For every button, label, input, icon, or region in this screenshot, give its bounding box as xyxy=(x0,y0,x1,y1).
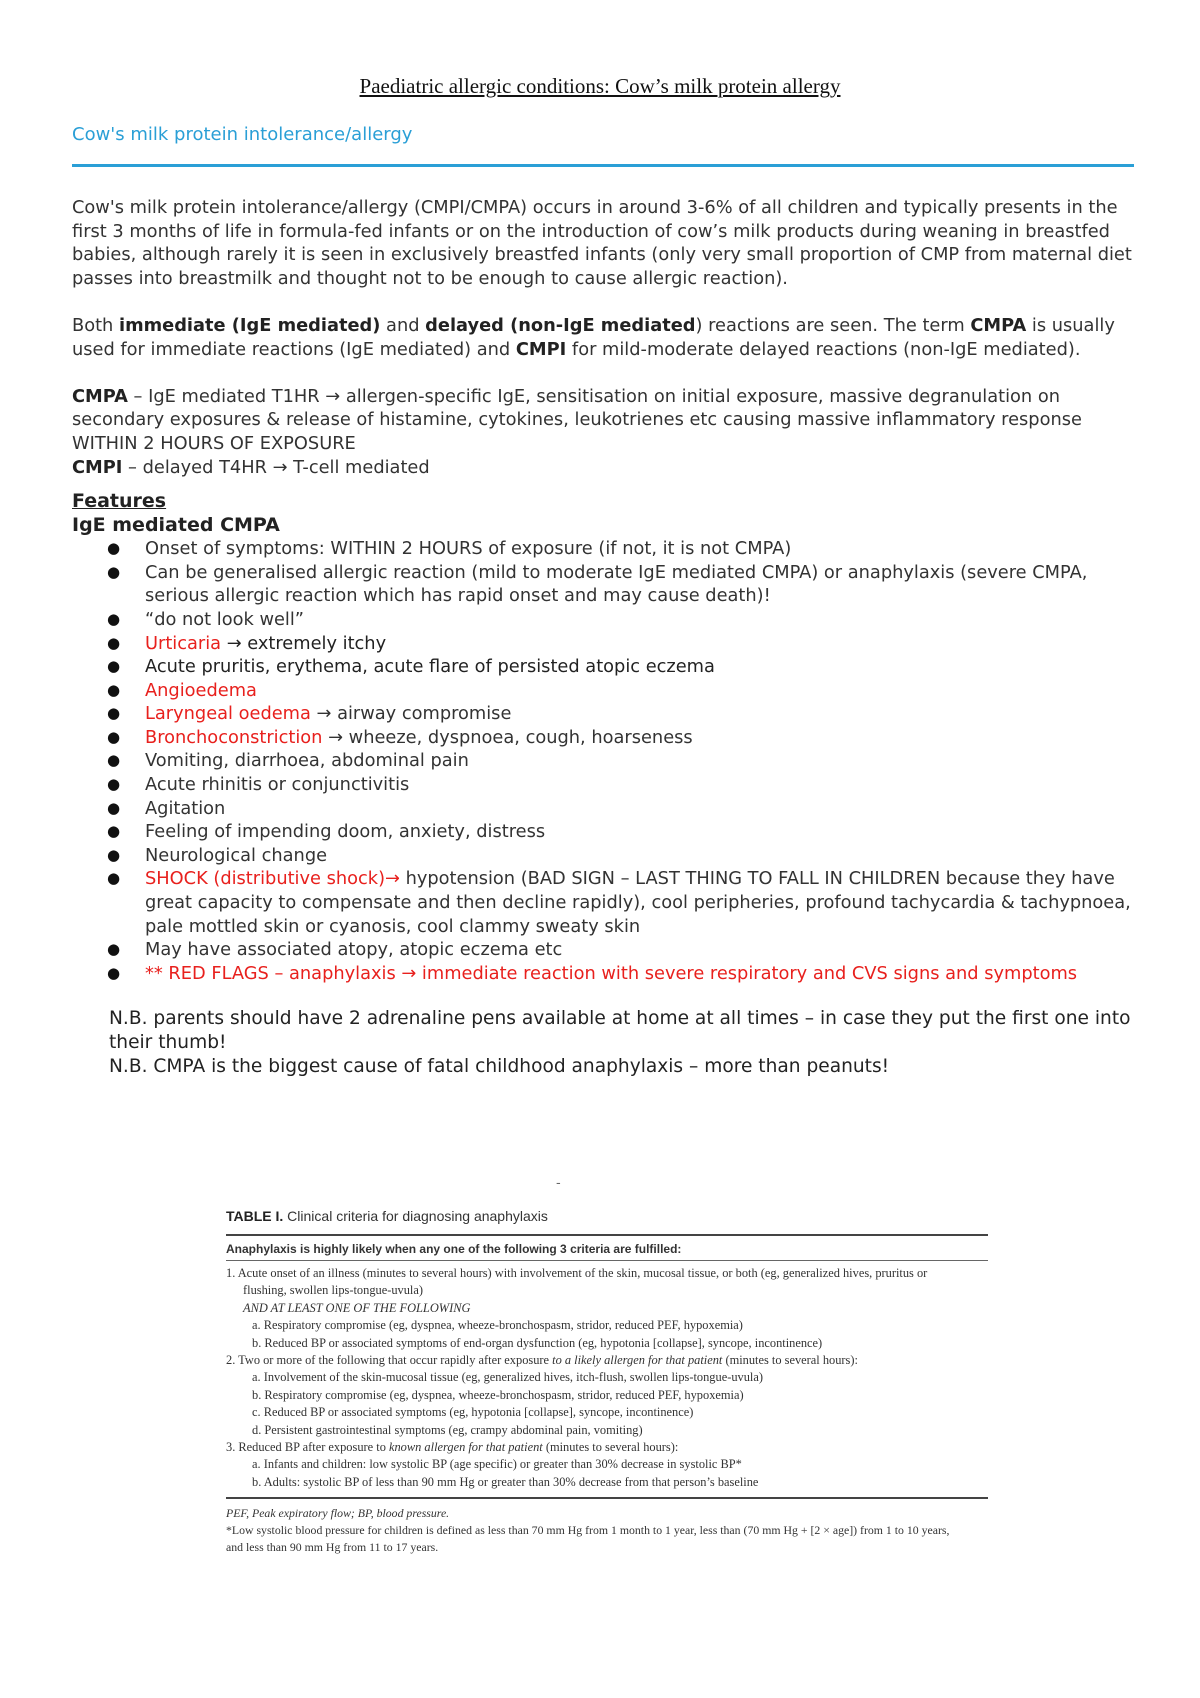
item-text: “do not look well” xyxy=(145,608,305,630)
bullet-icon: ● xyxy=(107,822,121,841)
bullet-icon: ● xyxy=(107,562,121,581)
item-text: Can be generalised allergic reaction (mild to moderate IgE mediated CMPA) or anaphylaxis (severe CMPA, serious allergic reaction which has rapid onset and may cause death)! xyxy=(145,561,1088,607)
list-item xyxy=(107,655,1142,679)
text-run: Both xyxy=(72,314,119,336)
table-header: Anaphylaxis is highly likely when any one of the following 3 criteria are fulfilled: xyxy=(226,1242,682,1256)
features-subheading: IgE mediated CMPA xyxy=(72,514,280,537)
document-body xyxy=(72,196,1142,1079)
footnote-abbreviations: PEF, Peak expiratory flow; BP, blood pressure. xyxy=(226,1506,450,1521)
immediate-term: immediate (IgE mediated) xyxy=(118,314,381,336)
item-text: Acute rhinitis or conjunctivitis xyxy=(145,774,410,796)
criterion-2-b: b. Respiratory compromise (eg, dyspnea, wheeze-bronchospasm, stridor, reduced PEF, hypoxemia) xyxy=(252,1387,744,1402)
table-title xyxy=(226,1208,988,1224)
bullet-icon: ● xyxy=(107,869,121,888)
list-item xyxy=(107,726,1142,750)
list-item xyxy=(107,844,1142,868)
text-run: and xyxy=(380,314,426,336)
list-item xyxy=(107,962,1142,986)
separator-dash: - xyxy=(556,1176,561,1191)
features-heading: Features xyxy=(72,490,167,513)
list-item xyxy=(107,867,1142,938)
table-footnotes xyxy=(226,1499,988,1556)
criterion-3 xyxy=(226,1439,988,1456)
item-text: Feeling of impending doom, anxiety, distress xyxy=(145,821,546,843)
footnote-low-bp: *Low systolic blood pressure for children is defined as less than 70 mm Hg from 1 month to 1 year, less than (70 mm Hg + [2 × age]) from 1 to 10 years, xyxy=(226,1523,950,1538)
text-run: (minutes to several hours): xyxy=(722,1353,858,1368)
bullet-icon: ● xyxy=(107,680,121,699)
list-item xyxy=(107,608,1142,632)
criterion-1-b: b. Reduced BP or associated symptoms of end-organ dysfunction (eg, hypotonia [collapse], syncope, incontinence) xyxy=(252,1335,823,1350)
list-item xyxy=(107,797,1142,821)
bullet-icon: ● xyxy=(107,633,121,652)
bullet-icon: ● xyxy=(107,940,121,959)
item-highlight: Urticaria xyxy=(145,632,222,654)
bullet-icon: ● xyxy=(107,845,121,864)
note-adrenaline: N.B. parents should have 2 adrenaline pens available at home at all times – in case they put the first one into their thumb! xyxy=(109,1008,1131,1054)
list-item xyxy=(107,938,1142,962)
cmpa-term: CMPA xyxy=(970,314,1027,336)
table-title-text: Clinical criteria for diagnosing anaphylaxis xyxy=(283,1208,548,1224)
item-highlight: Angioedema xyxy=(145,679,257,701)
delayed-term: delayed (non-IgE mediated xyxy=(425,314,696,336)
features-list xyxy=(72,537,1142,985)
table-title-label: TABLE I. xyxy=(226,1208,284,1224)
text-run: ) reactions are seen. The term xyxy=(695,314,971,336)
list-item xyxy=(107,820,1142,844)
list-item xyxy=(107,749,1142,773)
item-highlight: ** RED FLAGS – anaphylaxis → immediate reaction with severe respiratory and CVS signs and symptoms xyxy=(145,962,1078,984)
bullet-icon: ● xyxy=(107,539,121,558)
section-heading: Cow's milk protein intolerance/allergy xyxy=(72,124,413,145)
text-run: is usually used for immediate reactions (IgE mediated) and xyxy=(72,314,1115,360)
table-body xyxy=(226,1261,988,1491)
section-divider xyxy=(72,164,1134,167)
list-item xyxy=(107,632,1142,656)
criterion-1-a: a. Respiratory compromise (eg, dyspnea, wheeze-bronchospasm, stridor, reduced PEF, hypoxemia) xyxy=(252,1318,743,1333)
item-text: → extremely itchy xyxy=(221,632,387,654)
text-run: (minutes to several hours): xyxy=(542,1440,679,1455)
item-text: Agitation xyxy=(145,797,226,819)
bullet-icon: ● xyxy=(107,751,121,770)
item-highlight: SHOCK (distributive shock)→ xyxy=(145,868,400,890)
cmpi-definition xyxy=(72,456,1142,480)
cmpa-text: – IgE mediated T1HR → allergen-specific IgE, sensitisation on initial exposure, massive degranulation on secondary exposures & release of histamine, cytokines, leukotrienes etc causing massive inflammatory response WITHIN 2 HOURS OF EXPOSURE xyxy=(72,385,1082,454)
bullet-icon: ● xyxy=(107,963,121,982)
cmpi-label: CMPI xyxy=(72,456,123,478)
item-text: → wheeze, dyspnoea, cough, hoarseness xyxy=(322,726,693,748)
item-text: Acute pruritis, erythema, acute flare of persisted atopic eczema xyxy=(145,656,715,678)
list-item xyxy=(107,773,1142,797)
list-item xyxy=(107,561,1142,608)
bullet-icon: ● xyxy=(107,798,121,817)
document-title: Paediatric allergic conditions: Cow’s milk protein allergy xyxy=(359,74,841,98)
criterion-2-italic: to a likely allergen for that patient xyxy=(552,1353,723,1368)
reaction-types-paragraph xyxy=(72,314,1142,361)
note-fatal-anaphylaxis: N.B. CMPA is the biggest cause of fatal childhood anaphylaxis – more than peanuts! xyxy=(109,1056,890,1078)
criterion-1-continued: flushing, swollen lips-tongue-uvula) xyxy=(243,1283,423,1298)
criterion-2-a: a. Involvement of the skin-mucosal tissue (eg, generalized hives, itch-flush, swollen lips-tongue-uvula) xyxy=(252,1370,763,1385)
criterion-3-b: b. Adults: systolic BP of less than 90 mm Hg or greater than 30% decrease from that person’s baseline xyxy=(252,1474,759,1489)
item-text: Vomiting, diarrhoea, abdominal pain xyxy=(145,750,469,772)
item-text: → airway compromise xyxy=(310,703,512,725)
bullet-icon: ● xyxy=(107,609,121,628)
item-highlight: Bronchoconstriction xyxy=(145,726,323,748)
bullet-icon: ● xyxy=(107,657,121,676)
criterion-1-and-text: AND AT LEAST ONE OF THE FOLLOWING xyxy=(243,1300,471,1315)
item-text: hypotension (BAD SIGN – LAST THING TO FALL IN CHILDREN because they have great capacity to compensate and then decline rapidly), cool peripheries, profound tachycardia & tachypnoea, pale mottled skin or cyanosis, cool clammy sweaty skin xyxy=(145,868,1131,937)
criterion-2 xyxy=(226,1352,988,1369)
bullet-icon: ● xyxy=(107,775,121,794)
text-run: 3. Reduced BP after exposure to xyxy=(226,1440,389,1455)
item-text: Onset of symptoms: WITHIN 2 HOURS of exposure (if not, it is not CMPA) xyxy=(145,538,792,560)
cmpi-term: CMPI xyxy=(515,338,567,360)
criterion-2-d: d. Persistent gastrointestinal symptoms (eg, crampy abdominal pain, vomiting) xyxy=(252,1422,643,1437)
item-highlight: Laryngeal oedema xyxy=(145,703,311,725)
bullet-icon: ● xyxy=(107,704,121,723)
list-item xyxy=(107,702,1142,726)
cmpa-label: CMPA xyxy=(72,385,128,407)
bullet-icon: ● xyxy=(107,727,121,746)
item-text: Neurological change xyxy=(145,844,328,866)
text-run: 2. Two or more of the following that occur rapidly after exposure xyxy=(226,1353,553,1368)
criterion-1: 1. Acute onset of an illness (minutes to several hours) with involvement of the skin, mucosal tissue, or both (eg, generalized hives, pruritus or xyxy=(226,1266,928,1280)
item-text: May have associated atopy, atopic eczema etc xyxy=(145,939,563,961)
intro-paragraph: Cow's milk protein intolerance/allergy (CMPI/CMPA) occurs in around 3-6% of all children and typically presents in the first 3 months of life in formula-fed infants or on the introduction of cow’s milk products during weaning in breastfed babies, although rarely it is seen in exclusively breastfed infants (only very small proportion of CMP from maternal diet passes into breastmilk and thought not to be enough to cause allergic reaction). xyxy=(72,197,1132,289)
cmpa-definition xyxy=(72,385,1142,456)
notes-block xyxy=(72,1007,1142,1079)
criterion-1-and xyxy=(226,1300,988,1317)
list-item xyxy=(107,679,1142,703)
cmpi-text: – delayed T4HR → T-cell mediated xyxy=(122,456,430,478)
criterion-2-c: c. Reduced BP or associated symptoms (eg, hypotonia [collapse], syncope, incontinence) xyxy=(252,1405,694,1420)
list-item xyxy=(107,537,1142,561)
criterion-3-a: a. Infants and children: low systolic BP (age specific) or greater than 30% decrease in systolic BP* xyxy=(252,1457,742,1472)
criterion-3-italic: known allergen for that patient xyxy=(388,1440,543,1455)
footnote-low-bp-cont: and less than 90 mm Hg from 11 to 17 years. xyxy=(226,1540,439,1555)
anaphylaxis-criteria-table xyxy=(226,1208,988,1556)
text-run: for mild-moderate delayed reactions (non-IgE mediated). xyxy=(566,338,1081,360)
